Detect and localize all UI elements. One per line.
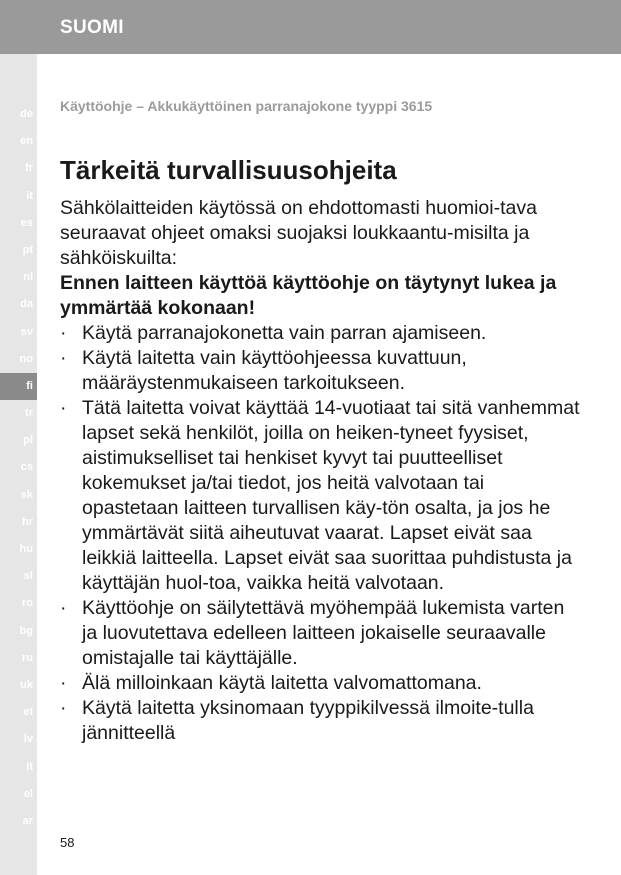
safety-list-item [60, 321, 580, 346]
safety-list-item [60, 596, 580, 671]
language-tab-it: it [26, 189, 33, 202]
bullet-mark: · [60, 597, 67, 619]
language-tab-ar: ar [22, 814, 33, 827]
language-tab-sl: sl [23, 570, 33, 583]
language-tab-tr: tr [25, 407, 33, 420]
language-tab-de: de [20, 108, 33, 120]
safety-list-item [60, 696, 580, 746]
safety-list-text: Älä milloinkaan käytä laitetta valvomattomana. [82, 672, 482, 694]
language-tab-ro: ro [22, 597, 33, 610]
language-tab-el: el [23, 787, 33, 800]
bullet-mark: · [60, 347, 67, 369]
safety-list-item [60, 346, 580, 396]
language-tab-cs: cs [20, 461, 33, 474]
safety-list-text: Käyttöohje on säilytettävä myöhempää lukemista varten ja luovutettava edelleen laitteen jokaiselle seuraavalle omistajalle tai käyttäjälle. [82, 597, 565, 669]
bullet-mark: · [60, 697, 67, 719]
language-heading: SUOMI [60, 17, 124, 38]
page-number: 58 [60, 835, 75, 850]
language-tab-lv: lv [23, 733, 33, 746]
safety-list-text: Käytä laitetta vain käyttöohjeessa kuvattuun, määräystenmukaiseen tarkoitukseen. [82, 347, 467, 394]
safety-list-text: Käytä laitetta yksinomaan tyyppikilvessä ilmoite-tulla jännitteellä [82, 697, 534, 744]
language-tab-ru: ru [22, 651, 33, 664]
language-tab-fi: fi [0, 373, 37, 400]
language-tab-es: es [20, 216, 33, 229]
intro-paragraph: Sähkölaitteiden käytössä on ehdottomasti huomioi-tava seuraavat ohjeet omaksi suojaksi loukkaantu-misilta ja sähköiskuilta: [60, 197, 537, 269]
language-tab-sv: sv [20, 325, 33, 338]
language-tab-da: da [20, 298, 33, 311]
warning-paragraph: Ennen laitteen käyttöä käyttöohje on täytynyt lukea ja ymmärtää kokonaan! [60, 272, 557, 319]
bullet-mark: · [60, 672, 67, 694]
language-tab-en: en [20, 135, 33, 148]
language-tab-bg: bg [19, 624, 33, 637]
language-tab-no: no [19, 352, 33, 365]
header-bar [0, 0, 621, 54]
language-tab-uk: uk [20, 678, 33, 691]
language-tab-hr: hr [22, 515, 33, 528]
manual-subtitle: Käyttöohje – Akkukäyttöinen parranajokone tyyppi 3615 [60, 98, 433, 114]
language-tab-hu: hu [19, 543, 33, 555]
language-tab-sk: sk [20, 488, 33, 501]
safety-list-text: Käytä parranajokonetta vain parran ajamiseen. [82, 322, 487, 344]
safety-list-text: Tätä laitetta voivat käyttää 14-vuotiaat tai sitä vanhemmat lapset sekä henkilöt, joilla on heiken-tyneet fyysiset, aistimukselliset tai henkiset kyvyt tai puutteelliset kokemukset ja/tai tiedot, jos heitä valvotaan tai opastetaan laitteen turvallisen käy-tön osalta, ja jos he ymmärtävät siitä aiheutuvat vaarat. Lapset eivät saa leikkiä laitteella. Lapset eivät saa suorittaa puhdistusta ja käyttäjän huol-toa, vaikka heitä valvotaan. [82, 397, 580, 594]
bullet-mark: · [60, 397, 67, 419]
language-tab-lt: lt [26, 760, 33, 773]
language-tab-nl: nl [23, 271, 33, 284]
language-tab-fr: fr [25, 162, 33, 175]
section-title: Tärkeitä turvallisuusohjeita [60, 155, 397, 185]
safety-list-item [60, 671, 580, 696]
language-tab-pt: pt [22, 243, 33, 256]
content-body [60, 196, 580, 746]
language-tab-pl: pl [23, 434, 33, 447]
safety-list [60, 321, 580, 746]
safety-list-item [60, 396, 580, 596]
language-tab-et: et [23, 706, 33, 719]
bullet-mark: · [60, 322, 67, 344]
language-index [0, 101, 37, 835]
